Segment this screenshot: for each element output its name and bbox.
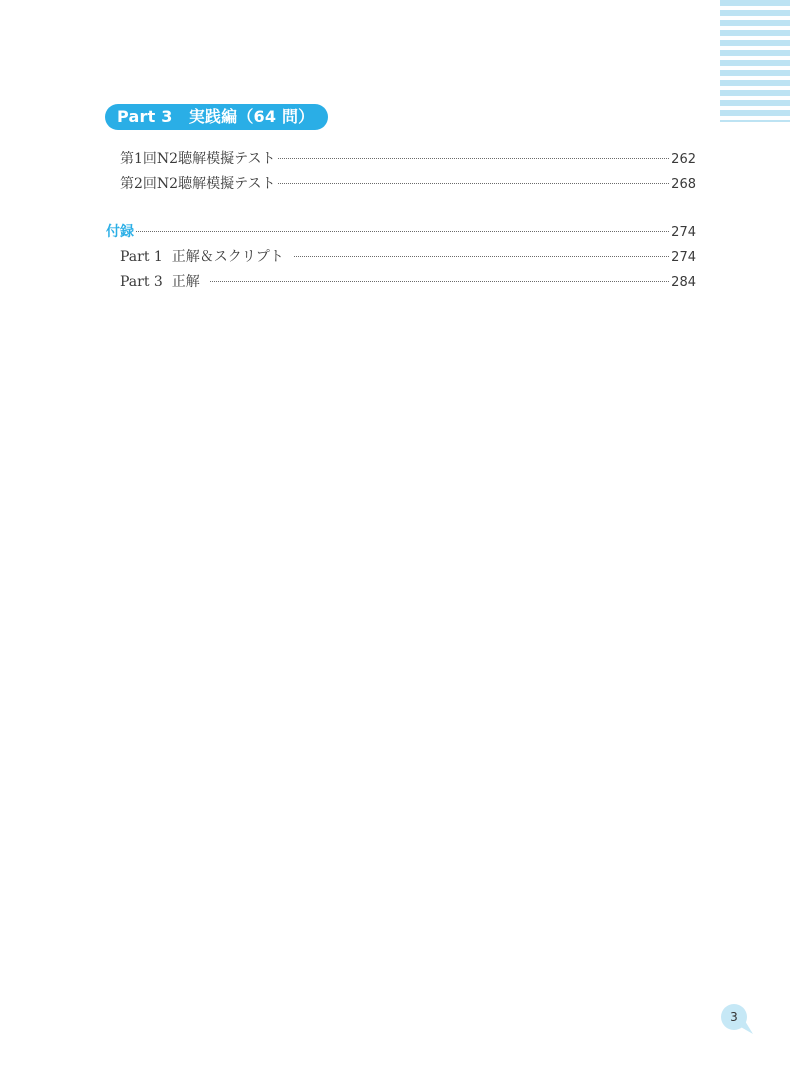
section-heading-part3: Part 3 実践編（64 問） <box>105 104 328 130</box>
toc-entry-mock-test-2[interactable] <box>120 174 696 194</box>
toc-entry-label: 付録 <box>106 224 134 240</box>
toc-entry-page: 268 <box>671 177 696 192</box>
toc-entry-part1-answers-scripts[interactable] <box>120 247 696 267</box>
page-number-badge <box>721 1004 753 1034</box>
toc-leader-dots <box>136 231 669 232</box>
toc-entry-label: 第1回N2聴解模擬テスト <box>120 151 276 167</box>
toc-entry-page: 262 <box>671 152 696 167</box>
toc-entry-page: 274 <box>671 250 696 265</box>
toc-entry-appendix[interactable] <box>106 222 696 242</box>
toc-leader-dots <box>278 158 670 159</box>
toc-entry-page: 284 <box>671 275 696 290</box>
toc-entry-label: 第2回N2聴解模擬テスト <box>120 176 276 192</box>
toc-leader-dots <box>210 281 669 282</box>
toc-entry-label: Part 1 正解＆スクリプト <box>120 249 284 265</box>
toc-entry-label: Part 3 正解 <box>120 274 200 290</box>
corner-stripe-decoration <box>720 0 790 122</box>
page-number: 3 <box>730 1010 738 1024</box>
toc-leader-dots <box>294 256 669 257</box>
toc-entry-mock-test-1[interactable] <box>120 149 696 169</box>
toc-leader-dots <box>278 183 670 184</box>
toc-entry-page: 274 <box>671 225 696 240</box>
toc-entry-part3-answers[interactable] <box>120 272 696 292</box>
